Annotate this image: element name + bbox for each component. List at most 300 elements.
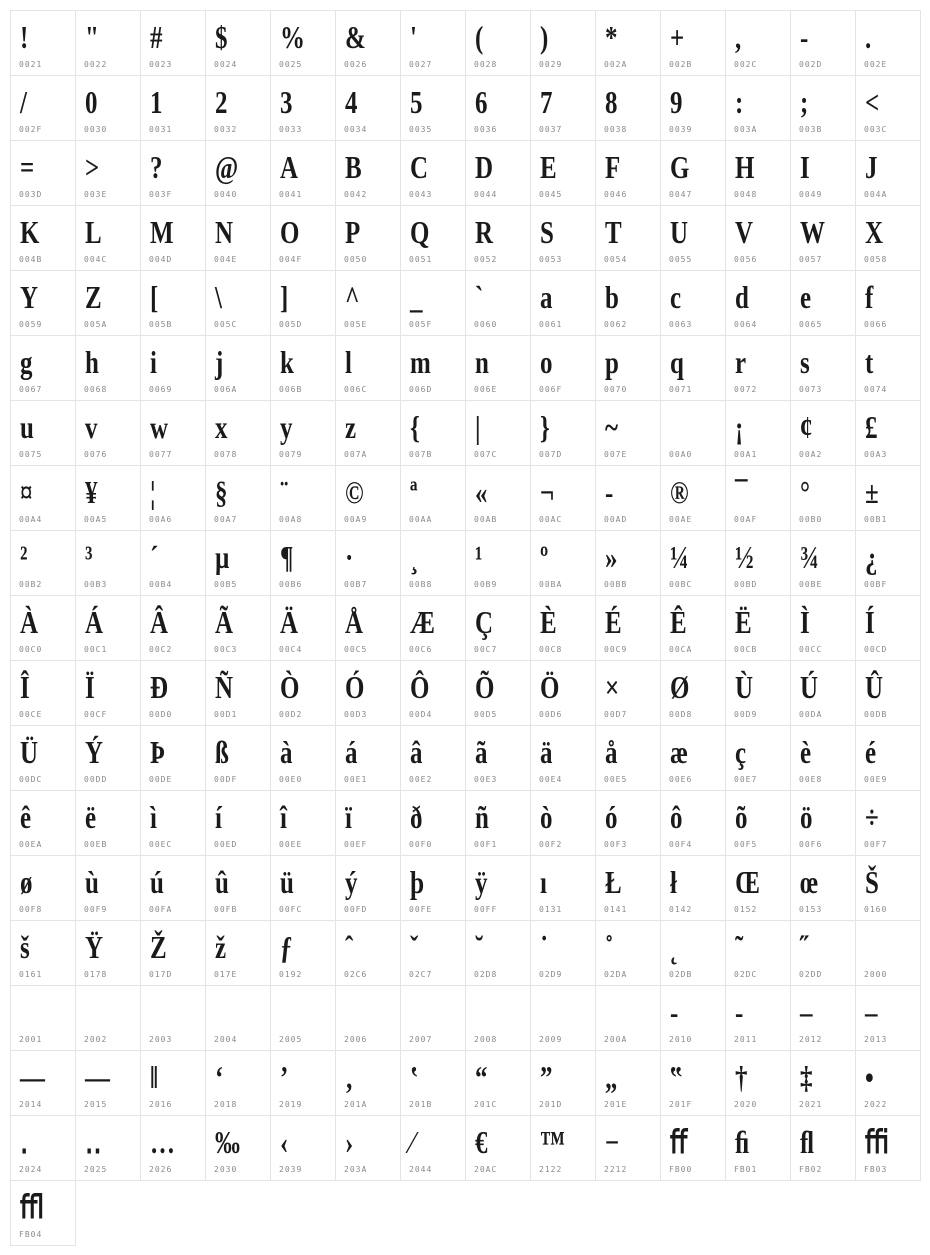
glyph-cell [270,855,336,921]
glyph-cell [725,855,791,921]
glyph-code: 00AB [474,515,498,524]
glyph: ¯ [735,474,748,510]
glyph-cell [10,335,76,401]
glyph-code: 00C1 [84,645,108,654]
glyph-cell [270,75,336,141]
glyph-code: 0040 [214,190,238,199]
glyph: ™ [540,1124,565,1160]
glyph: - [800,19,809,55]
glyph: > [85,149,100,185]
glyph-cell [140,1050,206,1116]
glyph-cell [790,465,856,531]
glyph: Ê [670,604,687,640]
glyph-code: 0041 [279,190,303,199]
glyph-code: 0048 [734,190,758,199]
glyph: # [150,19,163,55]
glyph: „ [605,1059,618,1095]
glyph-cell [530,270,596,336]
glyph: æ [670,734,689,770]
glyph: ⁄ [410,1124,415,1160]
glyph-code: 00CD [864,645,888,654]
glyph-code: 00D0 [149,710,173,719]
glyph-cell [660,10,726,76]
glyph-cell [75,140,141,206]
glyph: ± [865,474,879,510]
glyph: j [215,344,224,380]
glyph-cell [530,1050,596,1116]
glyph-code: 00E9 [864,775,888,784]
glyph: u [20,409,34,445]
glyph-cell [530,205,596,271]
glyph: T [605,214,622,250]
glyph: U [670,214,689,250]
glyph-code: 002D [799,60,823,69]
glyph-code: 00D2 [279,710,303,719]
glyph-cell [530,10,596,76]
glyph: ç [735,734,747,770]
glyph: ) [540,19,549,55]
glyph-code: 0028 [474,60,498,69]
glyph: y [280,409,293,445]
glyph-code: 00EA [19,840,43,849]
glyph-cell [75,920,141,986]
glyph: á [345,734,358,770]
glyph-code: 017E [214,970,238,979]
glyph-code: FB00 [669,1165,693,1174]
glyph: I [800,149,810,185]
glyph: ﬁ [735,1124,749,1160]
glyph: A [280,149,299,185]
glyph-cell [790,790,856,856]
glyph-cell [855,75,921,141]
glyph-code: 005F [409,320,433,329]
glyph-code: 0049 [799,190,823,199]
glyph-cell [595,335,661,401]
glyph-code: 00F9 [84,905,108,914]
glyph-code: 005E [344,320,368,329]
glyph-cell [270,1115,336,1181]
glyph-code: 0071 [669,385,693,394]
glyph: Z [85,279,102,315]
glyph: _ [410,279,423,315]
glyph: Ç [475,604,494,640]
glyph: 0 [85,84,98,120]
glyph-code: 006E [474,385,498,394]
glyph-code: 00A3 [864,450,888,459]
glyph-cell [400,920,466,986]
glyph-code: 0037 [539,125,563,134]
glyph-cell [270,595,336,661]
glyph-code: 00D4 [409,710,433,719]
glyph-cell [335,855,401,921]
glyph-cell [790,725,856,791]
glyph: ï [345,799,352,835]
glyph-code: 0047 [669,190,693,199]
glyph-cell [790,75,856,141]
glyph: ˆ [345,929,354,965]
glyph-cell [400,1050,466,1116]
glyph: » [605,539,618,575]
glyph-code: 00C7 [474,645,498,654]
glyph: 4 [345,84,358,120]
glyph-cell [855,270,921,336]
glyph: Â [150,604,169,640]
glyph: f [865,279,874,315]
glyph-cell [335,985,401,1051]
glyph: Ž [150,929,167,965]
glyph: ‑ [735,994,744,1030]
glyph-code: 00B7 [344,580,368,589]
glyph: o [540,344,553,380]
glyph: ë [85,799,97,835]
glyph-code: 004E [214,255,238,264]
glyph: È [540,604,557,640]
glyph-cell [270,140,336,206]
glyph-cell [855,1115,921,1181]
glyph: ․ [20,1124,29,1160]
glyph-code: 02DB [669,970,693,979]
glyph: Õ [475,669,495,705]
glyph-cell [725,10,791,76]
glyph-cell [270,725,336,791]
glyph-cell [270,1050,336,1116]
glyph: 2 [215,84,228,120]
glyph-code: 00DD [84,775,108,784]
glyph: 1 [150,84,163,120]
glyph: [ [150,279,159,315]
glyph-cell [335,595,401,661]
glyph-cell [725,400,791,466]
glyph-code: FB04 [19,1230,43,1239]
glyph-grid [10,10,920,1245]
glyph-cell [140,465,206,531]
glyph-cell [75,400,141,466]
glyph: % [280,19,305,55]
glyph: ò [540,799,553,835]
glyph-cell [530,855,596,921]
glyph-cell [335,270,401,336]
glyph-code: 00CC [799,645,823,654]
glyph: ˇ [410,929,419,965]
glyph-cell [140,790,206,856]
glyph-cell [595,725,661,791]
glyph-cell [400,1115,466,1181]
glyph-cell [595,465,661,531]
glyph: i [150,344,157,380]
glyph-code: 0178 [84,970,108,979]
glyph-cell [140,400,206,466]
glyph-cell [595,920,661,986]
glyph-code: FB01 [734,1165,758,1174]
glyph-cell [465,140,531,206]
glyph-cell [400,725,466,791]
glyph-cell [465,530,531,596]
glyph-code: 0052 [474,255,498,264]
glyph-cell [75,790,141,856]
glyph-cell [10,1115,76,1181]
glyph-code: 2030 [214,1165,238,1174]
glyph-cell [725,270,791,336]
glyph-cell [205,985,271,1051]
glyph-code: 00CF [84,710,108,719]
glyph: ¸ [410,539,419,575]
glyph: ] [280,279,289,315]
glyph-cell [595,595,661,661]
glyph-cell [725,595,791,661]
glyph-cell [790,920,856,986]
glyph-code: 00C5 [344,645,368,654]
glyph: ‒ [800,994,813,1030]
glyph: s [800,344,810,380]
glyph-cell [75,855,141,921]
glyph-code: 00CA [669,645,693,654]
glyph-code: 007C [474,450,498,459]
glyph: © [345,474,364,510]
glyph: p [605,344,619,380]
glyph-code: 003B [799,125,823,134]
glyph-cell [335,920,401,986]
glyph-code: 0043 [409,190,433,199]
glyph-cell [205,270,271,336]
glyph: R [475,214,494,250]
glyph-cell [10,790,76,856]
glyph-code: 00F0 [409,840,433,849]
glyph-cell [725,530,791,596]
glyph-cell [205,920,271,986]
glyph: Ó [345,669,365,705]
glyph-cell [75,660,141,726]
glyph-cell [75,530,141,596]
glyph: … [150,1124,175,1160]
glyph-cell [205,530,271,596]
glyph-code: 2003 [149,1035,173,1044]
glyph-cell [270,530,336,596]
glyph: ! [20,19,29,55]
glyph-cell [660,920,726,986]
glyph: Æ [410,604,435,640]
glyph: é [865,734,877,770]
glyph: 9 [670,84,683,120]
glyph-code: 003D [19,190,43,199]
glyph: Í [865,604,875,640]
glyph-cell [140,660,206,726]
glyph: ñ [475,799,489,835]
glyph-code: 002B [669,60,693,69]
glyph: ž [215,929,227,965]
glyph: $ [215,19,228,55]
glyph-cell [335,205,401,271]
glyph: E [540,149,557,185]
glyph-cell [725,660,791,726]
glyph-cell [790,855,856,921]
glyph-cell [725,1050,791,1116]
glyph-code: 2122 [539,1165,563,1174]
glyph-cell [10,1180,76,1246]
glyph-code: 0058 [864,255,888,264]
glyph-cell [335,660,401,726]
glyph-code: 2022 [864,1100,888,1109]
glyph: Œ [735,864,760,900]
glyph: O [280,214,300,250]
glyph-code: 2010 [669,1035,693,1044]
glyph-cell [660,1050,726,1116]
glyph: q [670,344,684,380]
glyph: ª [410,474,418,510]
glyph: ° [800,474,810,510]
glyph: ã [475,734,488,770]
glyph: \ [215,279,222,315]
glyph: É [605,604,622,640]
glyph-cell [400,400,466,466]
glyph: @ [215,149,239,185]
glyph: ù [85,864,99,900]
glyph: ¶ [280,539,294,575]
glyph-cell [855,530,921,596]
glyph-code: 0051 [409,255,433,264]
glyph: ì [150,799,157,835]
glyph-cell [660,725,726,791]
glyph-code: 2039 [279,1165,303,1174]
glyph-code: 00D7 [604,710,628,719]
glyph-code: 2018 [214,1100,238,1109]
glyph: ê [20,799,32,835]
glyph: â [410,734,423,770]
glyph-code: 00C9 [604,645,628,654]
glyph-cell [530,530,596,596]
glyph-cell [725,920,791,986]
glyph-code: 003C [864,125,888,134]
glyph: m [410,344,431,380]
glyph-cell [10,985,76,1051]
glyph-code: 02DD [799,970,823,979]
glyph-code: 00AD [604,515,628,524]
glyph-code: 00AA [409,515,433,524]
glyph-cell [465,205,531,271]
glyph-cell [595,270,661,336]
glyph: Ü [20,734,39,770]
glyph-code: 004C [84,255,108,264]
glyph-cell [660,465,726,531]
glyph-code: 0062 [604,320,628,329]
glyph-cell [270,270,336,336]
glyph-code: 00B8 [409,580,433,589]
glyph-cell [530,1115,596,1181]
glyph: 3 [280,84,293,120]
glyph-cell [140,10,206,76]
glyph-code: 2026 [149,1165,173,1174]
glyph: « [475,474,488,510]
glyph: Ä [280,604,299,640]
glyph: } [540,409,550,445]
glyph-code: 00BD [734,580,758,589]
glyph-code: 00AE [669,515,693,524]
glyph-cell [660,790,726,856]
glyph-cell [855,920,921,986]
glyph: ¢ [800,409,813,445]
glyph-code: 0023 [149,60,173,69]
glyph-code: 0042 [344,190,368,199]
glyph: ¥ [85,474,98,510]
glyph: Ï [85,669,95,705]
glyph-cell [855,660,921,726]
glyph: º [540,539,549,575]
glyph-code: 017D [149,970,173,979]
glyph-cell [10,530,76,596]
glyph: g [20,344,33,380]
glyph-code: 004D [149,255,173,264]
glyph-code: 200A [604,1035,628,1044]
glyph-cell [595,400,661,466]
glyph: N [215,214,234,250]
glyph-code: 0079 [279,450,303,459]
glyph-cell [205,10,271,76]
glyph-code: 00FF [474,905,498,914]
glyph: š [20,929,30,965]
glyph: Å [345,604,364,640]
glyph-cell [595,790,661,856]
glyph-code: 2004 [214,1035,238,1044]
glyph: a [540,279,553,315]
glyph-code: 00B0 [799,515,823,524]
glyph: l [345,344,352,380]
glyph-cell [725,140,791,206]
glyph: ﬀ [670,1124,688,1160]
glyph-code: 00B5 [214,580,238,589]
glyph-cell [10,10,76,76]
glyph: Û [865,669,884,705]
glyph-cell [140,270,206,336]
glyph-code: 0153 [799,905,823,914]
glyph-cell [790,10,856,76]
glyph-code: 00E2 [409,775,433,784]
glyph-code: 02DA [604,970,628,979]
glyph-code: 00FC [279,905,303,914]
glyph-code: 2015 [84,1100,108,1109]
glyph: t [865,344,874,380]
glyph-code: 00EF [344,840,368,849]
glyph-cell [725,465,791,531]
glyph-cell [75,1115,141,1181]
glyph-code: 00A2 [799,450,823,459]
glyph-code: 00A7 [214,515,238,524]
glyph-code: 00A0 [669,450,693,459]
glyph: ‟ [670,1059,683,1095]
glyph-code: 0160 [864,905,888,914]
glyph-code: 006A [214,385,238,394]
glyph-cell [530,595,596,661]
glyph-cell [855,790,921,856]
glyph-code: 004B [19,255,43,264]
glyph-code: 0054 [604,255,628,264]
glyph-code: 00C8 [539,645,563,654]
glyph: r [735,344,747,380]
glyph-code: 00F4 [669,840,693,849]
glyph-code: 0026 [344,60,368,69]
glyph: ı [540,864,547,900]
glyph-cell [660,140,726,206]
glyph-code: 007E [604,450,628,459]
glyph-code: 00C0 [19,645,43,654]
glyph: ÷ [865,799,879,835]
glyph-code: 00EC [149,840,173,849]
glyph-cell [335,790,401,856]
glyph-code: 201A [344,1100,368,1109]
glyph-code: 2212 [604,1165,628,1174]
glyph-cell [660,1115,726,1181]
glyph-code: 0142 [669,905,693,914]
glyph: G [670,149,690,185]
glyph-cell [400,790,466,856]
